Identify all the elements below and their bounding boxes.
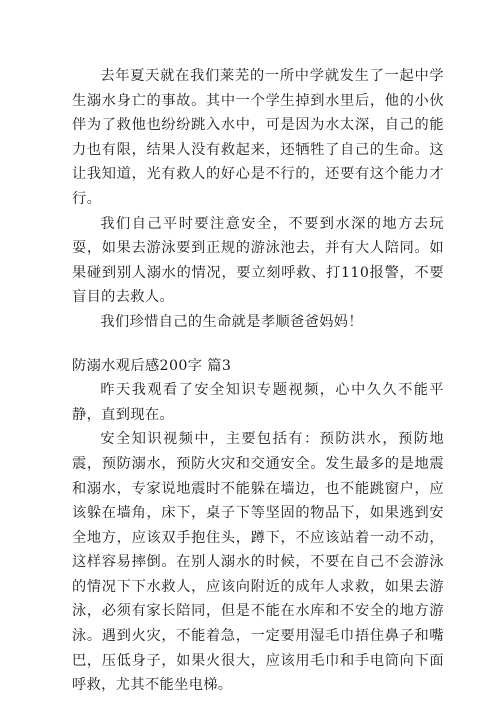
paragraph-video-content: 安全知识视频中，主要包括有：预防洪水，预防地震，预防溺水，预防火灾和交通安全。发生最多的是地震和溺水，专家说地震时不能躲在墙边，也不能跳窗户，应该躲在墙角，床下，桌子下等坚固的物品下，如果逃到安全地方，应该双手抱住头，蹲下，不应该站着一动不动，这样容易摔倒。在别人溺水的时候，不要在自己不会游泳的情况下下水救人，应该向附近的成年人求救，如果去游泳，必须有家长陪同，但是不能在水库和不安全的地方游泳。遇到火灾，不能着急，一定要用湿毛巾捂住鼻子和嘴巴，压低身子，如果火很大，应该用毛巾和手电筒向下面呼救，尤其不能坐电梯。: [72, 431, 444, 694]
paragraph-drowning-incident: 去年夏天就在我们莱芜的一所中学就发生了一起中学生溺水身亡的事故。其中一个学生掉到水里后，他的小伙伴为了救他也纷纷跳入水中，可是因为水太深，自己的能力也有限，结果人没有救起来，还牺牲了自己的生命。这让我知道，光有救人的好心是不行的，还要有这个能力才行。: [72, 68, 444, 207]
paragraph-safety-advice: 我们自己平时要注意安全，不要到水深的地方去玩耍，如果去游泳要到正规的游泳池去，并有大人陪同。如果碰到别人溺水的情况，要立刻呼救、打110报警，不要盲目的去救人。: [72, 215, 444, 306]
paragraph-cherish-life: 我们珍惜自己的生命就是孝顺爸爸妈妈！: [100, 313, 363, 330]
section-title: 防溺水观后感200字 篇3: [72, 357, 232, 374]
document-page: [72, 64, 444, 698]
section-gap: [72, 335, 444, 354]
paragraph-watched-video: 昨天我观看了安全知识专题视频，心中久久不能平静，直到现在。: [72, 382, 444, 423]
